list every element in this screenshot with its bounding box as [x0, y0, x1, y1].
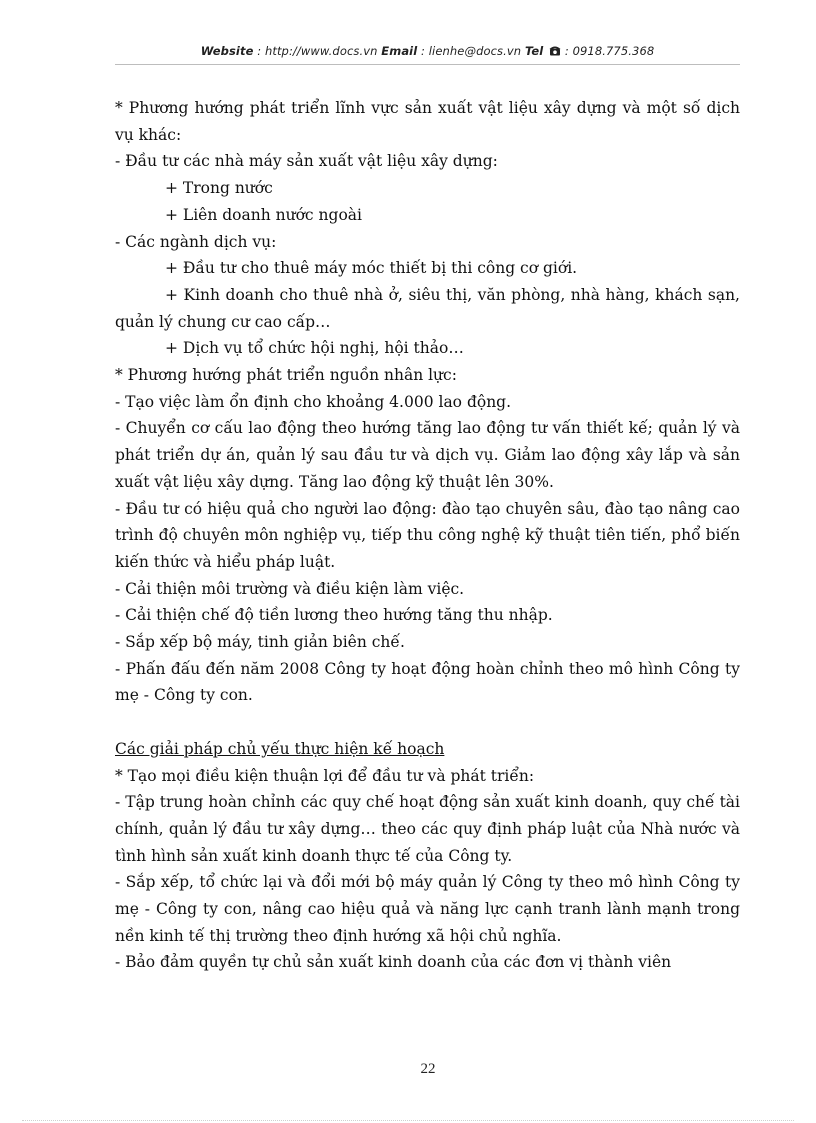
- email-label: Email: [381, 44, 418, 58]
- spacer: [115, 709, 740, 736]
- paragraph: + Liên doanh nước ngoài: [165, 205, 362, 224]
- telephone-icon: [549, 45, 561, 59]
- tel-label: Tel: [524, 44, 544, 58]
- header-divider: [115, 64, 740, 65]
- paragraph: + Đầu tư cho thuê máy móc thiết bị thi công cơ giới.: [165, 259, 578, 278]
- paragraph: * Phương hướng phát triển nguồn nhân lực:: [115, 366, 457, 385]
- paragraph: + Kinh doanh cho thuê nhà ở, siêu thị, văn phòng, nhà hàng, khách sạn, quản lý chung cư cao cấp…: [115, 285, 740, 331]
- paragraph: - Phấn đấu đến năm 2008 Công ty hoạt động hoàn chỉnh theo mô hình Công ty mẹ - Công ty con.: [115, 659, 740, 705]
- email-value: : lienhe@docs.vn: [417, 44, 525, 58]
- website-value: : http://www.docs.vn: [253, 44, 382, 58]
- paragraph: - Bảo đảm quyền tự chủ sản xuất kinh doanh của các đơn vị thành viên: [115, 953, 672, 972]
- paragraph: - Tập trung hoàn chỉnh các quy chế hoạt động sản xuất kinh doanh, quy chế tài chính, quản lý đầu tư xây dựng… theo các quy định pháp luật của Nhà nước và tình hình sản xuất kinh doanh thực tế của Công ty.: [115, 793, 740, 865]
- paragraph: + Dịch vụ tổ chức hội nghị, hội thảo…: [165, 339, 464, 358]
- page-header: [115, 44, 740, 59]
- page-bottom-border: [22, 1120, 794, 1121]
- paragraph: - Sắp xếp, tổ chức lại và đổi mới bộ máy quản lý Công ty theo mô hình Công ty mẹ - Công ty con, nâng cao hiệu quả và năng lực cạnh tranh lành mạnh trong nền kinh tế thị trường theo định hướng xã hội chủ nghĩa.: [115, 873, 740, 945]
- tel-value: : 0918.775.368: [561, 44, 655, 58]
- paragraph: + Trong nước: [165, 179, 273, 198]
- paragraph: - Cải thiện chế độ tiền lương theo hướng tăng thu nhập.: [115, 606, 553, 625]
- paragraph: - Cải thiện môi trường và điều kiện làm việc.: [115, 579, 465, 598]
- paragraph: - Đầu tư các nhà máy sản xuất vật liệu xây dựng:: [115, 152, 498, 171]
- paragraph: - Tạo việc làm ổn định cho khoảng 4.000 lao động.: [115, 392, 512, 411]
- paragraph: * Tạo mọi điều kiện thuận lợi để đầu tư và phát triển:: [115, 766, 535, 785]
- document-body: [115, 95, 740, 976]
- paragraph: - Đầu tư có hiệu quả cho người lao động: đào tạo chuyên sâu, đào tạo nâng cao trình độ chuyên môn nghiệp vụ, tiếp thu công nghệ kỹ thuật tiên tiến, phổ biến kiến thức và hiểu pháp luật.: [115, 499, 740, 571]
- page-number: 22: [420, 1061, 436, 1077]
- website-label: Website: [200, 44, 254, 58]
- paragraph: - Sắp xếp bộ máy, tinh giản biên chế.: [115, 633, 405, 652]
- paragraph: - Các ngành dịch vụ:: [115, 232, 277, 251]
- section-heading: Các giải pháp chủ yếu thực hiện kế hoạch: [115, 739, 445, 758]
- paragraph: * Phương hướng phát triển lĩnh vực sản xuất vật liệu xây dựng và một số dịch vụ khác:: [115, 99, 740, 144]
- paragraph: - Chuyển cơ cấu lao động theo hướng tăng lao động tư vấn thiết kế; quản lý và phát triển dự án, quản lý sau đầu tư và dịch vụ. Giảm lao động xây lắp và sản xuất vật liệu xây dựng. Tăng lao động kỹ thuật lên 30%.: [115, 419, 740, 491]
